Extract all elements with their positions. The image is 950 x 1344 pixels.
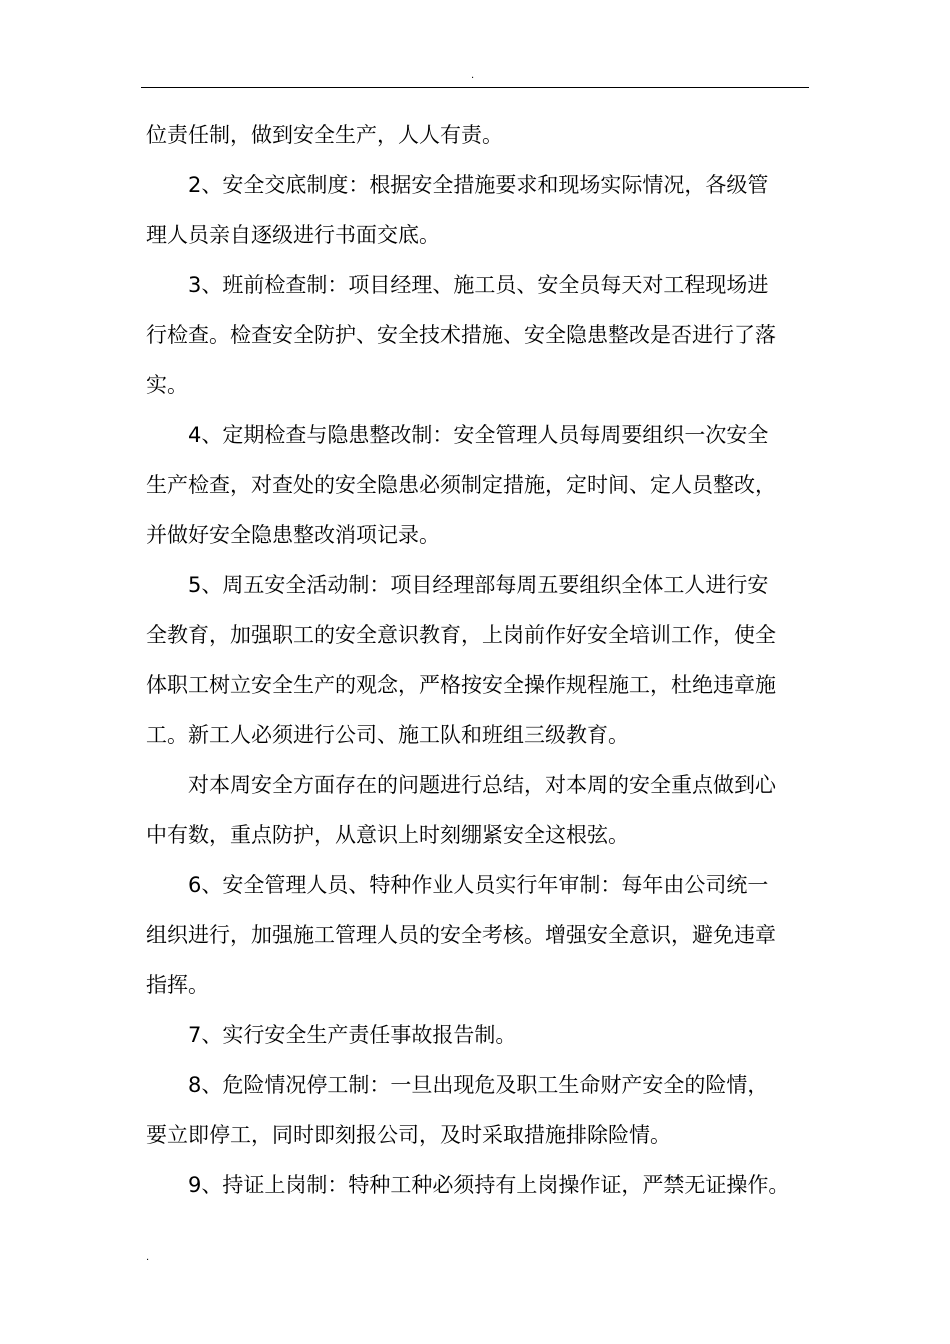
text-line: 9、持证上岗制：特种工种必须持有上岗操作证，严禁无证操作。	[188, 1173, 790, 1197]
text-line: 位责任制，做到安全生产，人人有责。	[146, 123, 503, 147]
text-line: 2、安全交底制度：根据安全措施要求和现场实际情况，各级管	[188, 173, 769, 197]
text-line: 行检查。检查安全防护、安全技术措施、安全隐患整改是否进行了落	[146, 323, 776, 347]
text-line: 理人员亲自逐级进行书面交底。	[146, 223, 440, 247]
text-line: 中有数，重点防护，从意识上时刻绷紧安全这根弦。	[146, 823, 629, 847]
text-line: 要立即停工，同时即刻报公司，及时采取措施排除险情。	[146, 1123, 671, 1147]
body-text	[146, 110, 810, 1210]
text-line: 对本周安全方面存在的问题进行总结，对本周的安全重点做到心	[188, 773, 776, 797]
text-line: 并做好安全隐患整改消项记录。	[146, 523, 440, 547]
header-rule	[141, 87, 809, 88]
header-mark: .	[471, 70, 475, 81]
text-line: 3、班前检查制：项目经理、施工员、安全员每天对工程现场进	[188, 273, 769, 297]
footer-mark: .	[146, 1252, 150, 1263]
text-line: 体职工树立安全生产的观念，严格按安全操作规程施工，杜绝违章施	[146, 673, 776, 697]
text-line: 6、安全管理人员、特种作业人员实行年审制：每年由公司统一	[188, 873, 769, 897]
text-line: 8、危险情况停工制：一旦出现危及职工生命财产安全的险情，	[188, 1073, 769, 1097]
text-line: 7、实行安全生产责任事故报告制。	[188, 1023, 517, 1047]
text-line: 5、周五安全活动制：项目经理部每周五要组织全体工人进行安	[188, 573, 769, 597]
text-line: 全教育，加强职工的安全意识教育，上岗前作好安全培训工作，使全	[146, 623, 776, 647]
text-line: 实。	[146, 373, 188, 397]
text-line: 4、定期检查与隐患整改制：安全管理人员每周要组织一次安全	[188, 423, 769, 447]
text-line: 指挥。	[146, 973, 209, 997]
text-line: 生产检查，对查处的安全隐患必须制定措施，定时间、定人员整改，	[146, 473, 776, 497]
text-line: 工。新工人必须进行公司、施工队和班组三级教育。	[146, 723, 629, 747]
text-line: 组织进行，加强施工管理人员的安全考核。增强安全意识，避免违章	[146, 923, 776, 947]
